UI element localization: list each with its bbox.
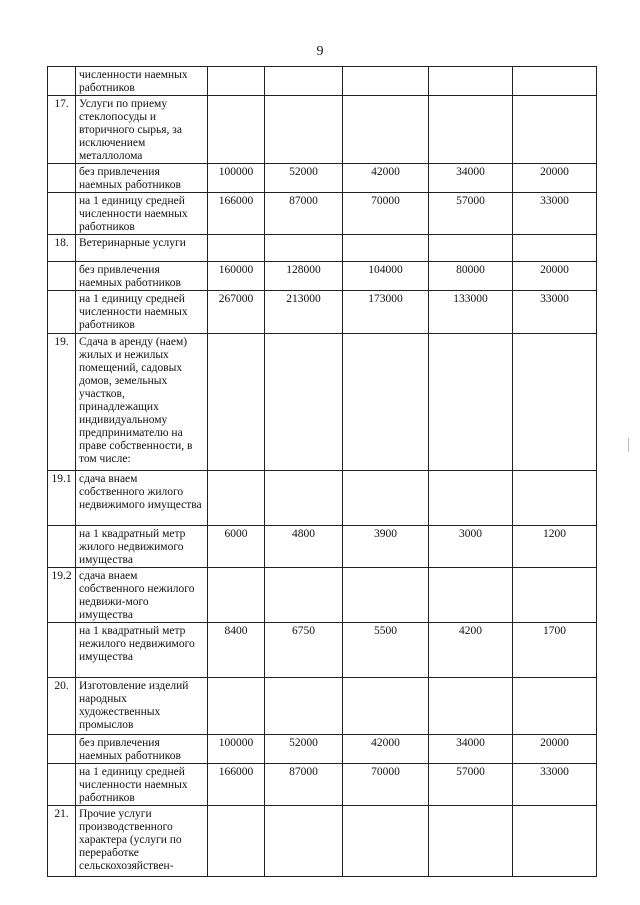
row-number: 21. xyxy=(48,806,76,877)
row-description: без привлечения наемных работников xyxy=(76,735,208,764)
value-cell: 52000 xyxy=(265,164,343,193)
value-cell: 160000 xyxy=(208,262,265,291)
table-row xyxy=(48,96,597,164)
table-row xyxy=(48,291,597,334)
value-cell: 6000 xyxy=(208,526,265,568)
value-cell: 104000 xyxy=(343,262,429,291)
row-number: 19.2 xyxy=(48,568,76,623)
value-cell: 1200 xyxy=(513,526,597,568)
value-cell: 133000 xyxy=(429,291,513,334)
value-cell xyxy=(513,471,597,526)
table-row xyxy=(48,67,597,96)
value-cell: 20000 xyxy=(513,164,597,193)
value-cell: 33000 xyxy=(513,193,597,235)
value-cell: 173000 xyxy=(343,291,429,334)
value-cell xyxy=(429,806,513,877)
margin-mark xyxy=(628,438,629,452)
value-cell xyxy=(343,235,429,262)
row-number: 17. xyxy=(48,96,76,164)
value-cell: 166000 xyxy=(208,764,265,806)
value-cell: 3000 xyxy=(429,526,513,568)
row-number xyxy=(48,526,76,568)
value-cell: 57000 xyxy=(429,193,513,235)
value-cell: 5500 xyxy=(343,623,429,678)
row-description: без привлечения наемных работников xyxy=(76,164,208,193)
row-description: на 1 единицу средней численности наемных работников xyxy=(76,764,208,806)
row-description: Прочие услуги производственного характера (услуги по переработке сельскохозяйствен- xyxy=(76,806,208,877)
table-row xyxy=(48,678,597,735)
value-cell xyxy=(208,568,265,623)
row-number xyxy=(48,164,76,193)
table-row xyxy=(48,623,597,678)
table-row xyxy=(48,334,597,471)
value-cell: 1700 xyxy=(513,623,597,678)
value-cell: 34000 xyxy=(429,735,513,764)
value-cell xyxy=(429,67,513,96)
row-number xyxy=(48,735,76,764)
value-cell: 4200 xyxy=(429,623,513,678)
row-number xyxy=(48,193,76,235)
value-cell xyxy=(265,235,343,262)
value-cell xyxy=(208,471,265,526)
value-cell: 20000 xyxy=(513,735,597,764)
value-cell: 100000 xyxy=(208,164,265,193)
value-cell xyxy=(343,678,429,735)
row-number xyxy=(48,764,76,806)
row-number: 19.1 xyxy=(48,471,76,526)
table-row xyxy=(48,164,597,193)
value-cell xyxy=(343,67,429,96)
page-number: 9 xyxy=(316,44,324,59)
table-row xyxy=(48,471,597,526)
row-description: сдача внаем собственного жилого недвижимого имущества xyxy=(76,471,208,526)
value-cell: 42000 xyxy=(343,164,429,193)
value-cell xyxy=(208,67,265,96)
row-description: без привлечения наемных работников xyxy=(76,262,208,291)
value-cell xyxy=(343,96,429,164)
value-cell xyxy=(343,334,429,471)
row-number: 20. xyxy=(48,678,76,735)
value-cell: 80000 xyxy=(429,262,513,291)
value-cell xyxy=(429,568,513,623)
value-cell xyxy=(513,235,597,262)
value-cell: 57000 xyxy=(429,764,513,806)
row-number: 18. xyxy=(48,235,76,262)
value-cell xyxy=(429,235,513,262)
value-cell xyxy=(429,334,513,471)
value-cell: 70000 xyxy=(343,193,429,235)
value-cell: 20000 xyxy=(513,262,597,291)
value-cell xyxy=(513,678,597,735)
value-cell xyxy=(429,678,513,735)
value-cell xyxy=(265,806,343,877)
value-cell: 128000 xyxy=(265,262,343,291)
table-body xyxy=(48,67,597,877)
value-cell xyxy=(265,334,343,471)
value-cell xyxy=(208,235,265,262)
value-cell xyxy=(513,568,597,623)
row-description: на 1 единицу средней численности наемных работников xyxy=(76,193,208,235)
value-cell xyxy=(208,96,265,164)
table-row xyxy=(48,735,597,764)
value-cell xyxy=(208,334,265,471)
value-cell: 33000 xyxy=(513,291,597,334)
row-description: сдача внаем собственного нежилого недвижи-мого имущества xyxy=(76,568,208,623)
value-cell xyxy=(265,96,343,164)
table-row xyxy=(48,806,597,877)
value-cell: 166000 xyxy=(208,193,265,235)
row-description: на 1 квадратный метр нежилого недвижимого имущества xyxy=(76,623,208,678)
value-cell xyxy=(429,471,513,526)
row-description: Сдача в аренду (наем) жилых и нежилых помещений, садовых домов, земельных участков, принадлежащих индивидуальному предпринимателю на праве собственности, в том числе: xyxy=(76,334,208,471)
value-cell: 87000 xyxy=(265,764,343,806)
row-description: Изготовление изделий народных художественных промыслов xyxy=(76,678,208,735)
table-row xyxy=(48,568,597,623)
row-number: 19. xyxy=(48,334,76,471)
value-cell: 100000 xyxy=(208,735,265,764)
value-cell: 3900 xyxy=(343,526,429,568)
row-description: на 1 единицу средней численности наемных работников xyxy=(76,291,208,334)
value-cell xyxy=(265,568,343,623)
value-cell xyxy=(513,806,597,877)
row-description: Ветеринарные услуги xyxy=(76,235,208,262)
value-cell: 33000 xyxy=(513,764,597,806)
value-cell: 6750 xyxy=(265,623,343,678)
value-cell: 8400 xyxy=(208,623,265,678)
table-row xyxy=(48,235,597,262)
value-cell xyxy=(265,471,343,526)
value-cell: 87000 xyxy=(265,193,343,235)
value-cell xyxy=(513,96,597,164)
value-cell: 52000 xyxy=(265,735,343,764)
value-cell xyxy=(513,334,597,471)
value-cell: 42000 xyxy=(343,735,429,764)
table-row xyxy=(48,764,597,806)
value-cell xyxy=(343,806,429,877)
row-number xyxy=(48,291,76,334)
tariff-table xyxy=(47,66,597,877)
value-cell: 4800 xyxy=(265,526,343,568)
row-description: численности наемных работников xyxy=(76,67,208,96)
table-row xyxy=(48,262,597,291)
row-number xyxy=(48,262,76,291)
value-cell xyxy=(513,67,597,96)
value-cell xyxy=(265,678,343,735)
value-cell xyxy=(343,471,429,526)
row-description: на 1 квадратный метр жилого недвижимого имущества xyxy=(76,526,208,568)
value-cell xyxy=(208,678,265,735)
table-row xyxy=(48,193,597,235)
row-number xyxy=(48,623,76,678)
row-description: Услуги по приему стеклопосуды и вторичного сырья, за исключением металлолома xyxy=(76,96,208,164)
value-cell xyxy=(429,96,513,164)
value-cell xyxy=(343,568,429,623)
value-cell xyxy=(208,806,265,877)
row-number xyxy=(48,67,76,96)
value-cell xyxy=(265,67,343,96)
value-cell: 213000 xyxy=(265,291,343,334)
value-cell: 267000 xyxy=(208,291,265,334)
value-cell: 70000 xyxy=(343,764,429,806)
table-row xyxy=(48,526,597,568)
value-cell: 34000 xyxy=(429,164,513,193)
